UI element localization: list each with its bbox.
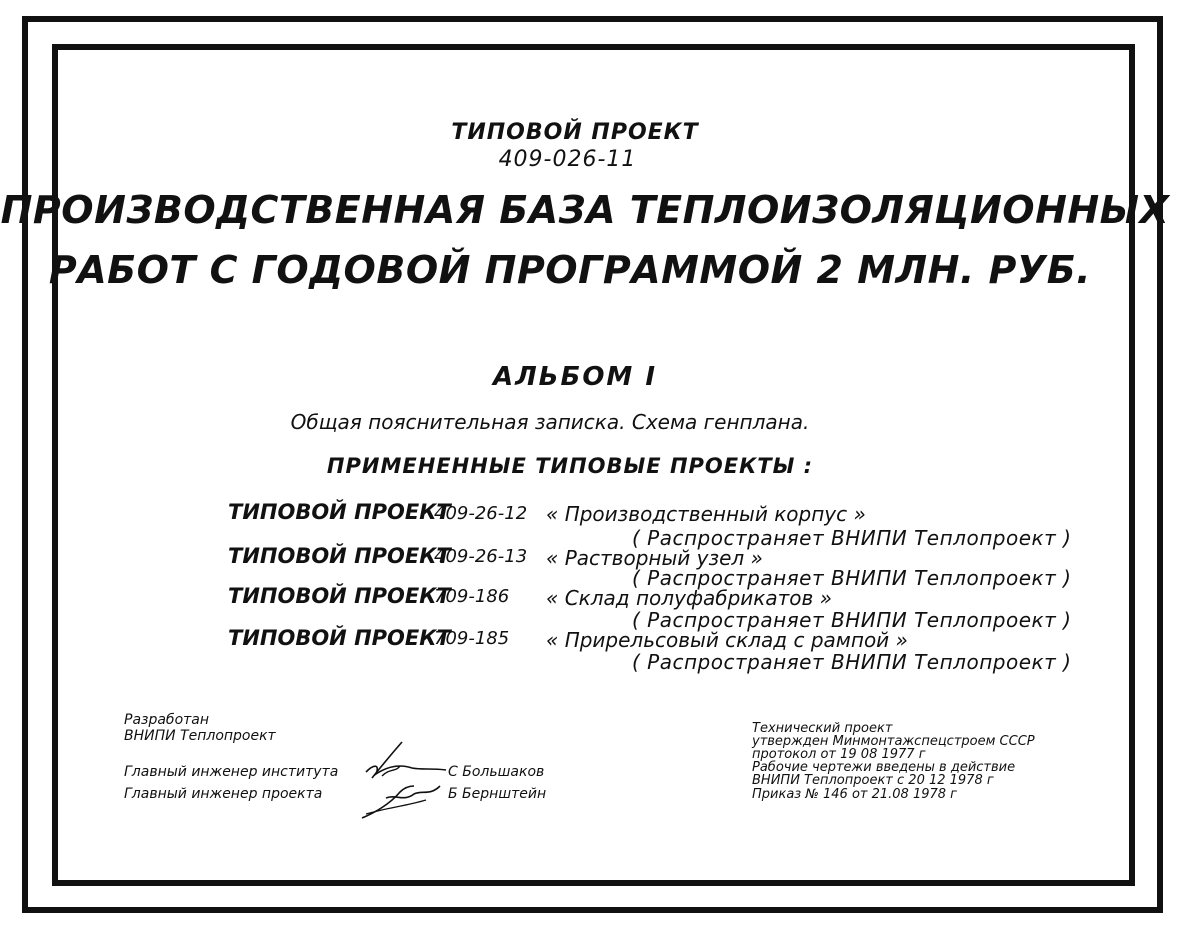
- approval-line-1: Технический проект: [752, 721, 893, 736]
- project-code: 409-26-12: [434, 503, 528, 524]
- project-distribution: ( Распространяет ВНИПИ Теплопроект ): [632, 650, 1072, 674]
- chief-project-label: Главный инженер проекта: [124, 786, 323, 802]
- album-description: Общая пояснительная записка. Схема генплана.: [290, 410, 810, 434]
- project-distribution: ( Распространяет ВНИПИ Теплопроект ): [632, 608, 1072, 632]
- series-code: 409-026-11: [498, 147, 637, 172]
- developed-label: Разработан: [124, 712, 210, 728]
- chief-project-name: Б Бернштейн: [448, 786, 547, 802]
- project-code: 409-26-13: [434, 546, 528, 567]
- project-code: 709-185: [434, 628, 510, 649]
- document-title-line-1: ПРОИЗВОДСТВЕННАЯ БАЗА ТЕПЛОИЗОЛЯЦИОННЫХ: [0, 188, 1170, 232]
- project-name: « Растворный узел »: [546, 546, 763, 570]
- project-name: « Склад полуфабрикатов »: [546, 586, 832, 610]
- project-type: ТИПОВОЙ ПРОЕКТ: [228, 544, 451, 568]
- project-name: « Производственный корпус »: [546, 502, 866, 526]
- approval-line-6: Приказ № 146 от 21.08 1978 г: [752, 787, 957, 802]
- series-label: ТИПОВОЙ ПРОЕКТ: [451, 120, 699, 145]
- chief-institute-name: С Большаков: [448, 764, 545, 780]
- applied-projects-heading: ПРИМЕНЕННЫЕ ТИПОВЫЕ ПРОЕКТЫ :: [326, 454, 814, 478]
- signature-project-icon: [356, 778, 456, 824]
- project-type: ТИПОВОЙ ПРОЕКТ: [228, 500, 451, 524]
- project-distribution: ( Распространяет ВНИПИ Теплопроект ): [632, 526, 1072, 550]
- approval-line-3: протокол от 19 08 1977 г: [752, 747, 926, 762]
- chief-institute-label: Главный инженер института: [124, 764, 339, 780]
- project-type: ТИПОВОЙ ПРОЕКТ: [228, 626, 451, 650]
- approval-line-5: ВНИПИ Теплопроект с 20 12 1978 г: [752, 773, 994, 788]
- approval-line-4: Рабочие чертежи введены в действие: [752, 760, 1016, 775]
- document-title-line-2: РАБОТ С ГОДОВОЙ ПРОГРАММОЙ 2 МЛН. РУБ.: [48, 248, 1092, 292]
- developed-org: ВНИПИ Теплопроект: [124, 728, 276, 744]
- project-name: « Прирельсовый склад с рампой »: [546, 628, 908, 652]
- project-type: ТИПОВОЙ ПРОЕКТ: [228, 584, 451, 608]
- project-code: 709-186: [434, 586, 510, 607]
- album-title: АЛЬБОМ I: [492, 362, 658, 392]
- project-distribution: ( Распространяет ВНИПИ Теплопроект ): [632, 566, 1072, 590]
- approval-line-2: утвержден Минмонтажспецстроем СССР: [752, 734, 1035, 749]
